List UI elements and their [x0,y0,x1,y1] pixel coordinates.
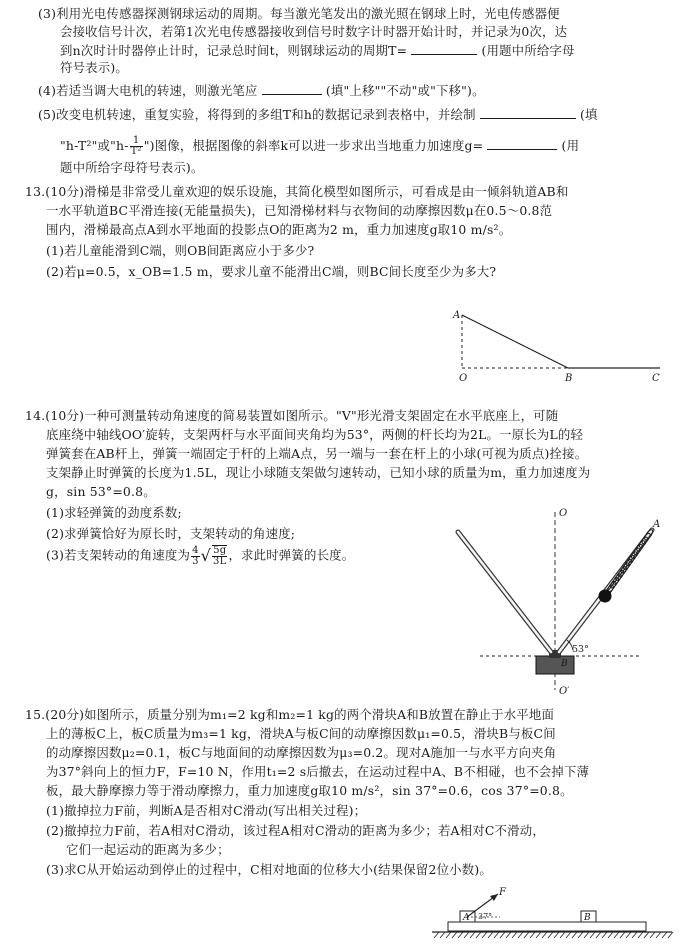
hatch-line [476,932,481,938]
hatch-line [440,932,445,938]
hatch-line [452,932,457,938]
hatch-line [470,932,475,938]
q15-line3: 的动摩擦因数μ₂=0.1，板C与地面间的动摩擦因数为μ₃=0.2。现对A施加一与水平方向夹角 [46,745,557,760]
hatch-line [488,932,493,938]
hatch-line [602,932,607,938]
q13-line2: 一水平轨道BC平滑连接(无能量损失)，已知滑梯材料与衣物间的动摩擦因数μ在0.5～0.8范 [46,203,553,218]
fraction-numerator: 1 [130,136,143,147]
label-b: B [584,913,591,923]
hatch-line [446,932,451,938]
sqrt-sign: √ [200,546,212,565]
label-o: O [559,508,568,519]
q12-part5-gravity-text: ")图像，根据图像的斜率k可以进一步求出当地重力加速度g= [143,138,484,153]
q12-part3-line2: 会接收信号计次，若第1次光电传感器接收到信号时数字计时器开始计时，并记录为0次，达 [60,24,568,39]
q14-sub1: (1)求轻弹簧的劲度系数; [46,505,182,520]
hatch-line [506,932,511,938]
q14-line4: 支架静止时弹簧的长度为1.5L，现让小球随支架做匀速转动，已知小球的质量为m，重力加速度为 [46,465,591,480]
q12-part5-text: (5)改变电机转速，重复实验，将得到的多组T和h的数据记录到表格中，并绘制 [38,107,476,122]
q14-sub3-text: (3)若支架转动的角速度为 [46,547,191,563]
hatch-line [464,932,469,938]
q15-sub2-line1: (2)撤掉拉力F前，若A相对C滑动，该过程A相对C滑动的距离为多少；若A相对C不滑动， [46,823,545,838]
label-b: B [565,373,573,384]
plate-c [448,922,646,931]
label-a: A [653,519,661,530]
hatch-line [584,932,589,938]
q14-line2: 底座绕中轴线OO′旋转，支架两杆与水平面间夹角均为53°，两侧的杆长均为2L。一原长为L的轻 [46,427,584,442]
hatch-line [542,932,547,938]
radicand-numerator: 5g [213,545,227,556]
q12-part3-line4: 符号表示)。 [60,60,128,75]
hatch-line [590,932,595,938]
q12-part5-line3: 题中所给字母符号表示)。 [60,160,204,175]
q13-sub2: (2)若μ=0.5，x_OB=1.5 m，要求儿童不能滑出C端，则BC间长度至少为多大? [46,264,497,279]
hatch-line [548,932,553,938]
hatch-line [530,932,535,938]
q12-part3-hint: (用题中所给字母 [481,43,575,58]
q13-line1: 13.(10分)滑梯是非常受儿童欢迎的娱乐设施，其简化模型如图所示，可看成是由一倾斜轨道AB和 [25,184,569,199]
hatch-line [626,932,631,938]
ground-hatching [434,932,673,938]
label-o: O [459,373,468,384]
q14-line1: 14.(10分)一种可测量转动角速度的简易装置如图所示。"V"形光滑支架固定在水平底座上，可随 [25,408,559,423]
hatch-line [536,932,541,938]
hatch-line [668,932,673,938]
q12-part3-text: 到n次时计时器停止计时，记录总时间t，则钢球运动的周期T= [60,43,408,58]
hatch-line [650,932,655,938]
coef-denominator: 3 [192,555,199,567]
hatch-line [512,932,517,938]
hatch-line [614,932,619,938]
q12-part3-line1: (3)利用光电传感器探测钢球运动的周期。每当激光笔发出的激光照在钢球上时，光电传感器便 [38,6,560,21]
q13-line3: 围内，滑梯最高点A到水平地面的投影点O的距离为2 m，重力加速度g取10 m/s²。 [46,222,512,237]
q15-line5: 板，最大静摩擦力等于滑动摩擦力，重力加速度g取10 m/s²，sin 37°=0.6，cos 37°=0.8。 [46,783,573,798]
force-arrowhead [490,894,498,901]
hatch-line [458,932,463,938]
label-o-prime: O′ [559,686,570,697]
q14-line5: g，sin 53°=0.8。 [46,484,156,499]
q15-line2: 上的薄板C上，板C质量为m₃=1 kg，滑块A与板C间的动摩擦因数μ₁=0.5，滑块B与板C间 [46,726,556,741]
hatch-line [494,932,499,938]
hatch-line [566,932,571,938]
hatch-line [596,932,601,938]
label-b: B [561,659,568,669]
q12-part4-hint: (填"上移""不动"或"下移")。 [325,83,485,98]
hatch-line [578,932,583,938]
label-a: A [463,913,470,923]
hatch-line [620,932,625,938]
q15-sub2-line2: 它们一起运动的距离为多少； [66,842,230,857]
hatch-line [632,932,637,938]
radicand-denominator: 3L [213,556,227,567]
q15-line1: 15.(20分)如图所示，质量分别为m₁=2 kg和m₂=1 kg的两个滑块A和B放置在静止于水平地面 [25,707,555,722]
label-f: F [499,887,506,898]
coef-numerator: 4 [192,544,199,556]
q15-line4: 为37°斜向上的恒力F，F=10 N，作用t₁=2 s后撤去，在运动过程中A、B不相碰，也不会掉下薄 [46,764,590,779]
hatch-line [662,932,667,938]
hatch-line [500,932,505,938]
label-c: C [652,373,660,384]
hatch-line [524,932,529,938]
q12-part5-opt-text: "h-T²"或"h- [60,138,129,153]
fraction-denominator: T² [130,146,142,157]
q12-part5-hint2: (用 [561,138,580,153]
q14-line3: 弹簧套在AB杆上，弹簧一端固定于杆的上端A点，另一端与一套在杆上的小球(可视为质点)拴接。 [46,446,588,461]
q12-part5-hint: (填 [579,107,598,122]
q12-part4-text: (4)若适当调大电机的转速，则激光笔应 [38,83,258,98]
hatch-line [434,932,439,938]
q14-sub2: (2)求弹簧恰好为原长时，支架转动的角速度; [46,526,296,541]
hatch-line [656,932,661,938]
hatch-line [518,932,523,938]
q13-sub1: (1)若儿童能滑到C端，则OB间距离应小于多少? [46,243,315,258]
label-a: A [453,310,461,321]
hatch-line [572,932,577,938]
hatch-line [560,932,565,938]
angle-label: 37° [478,912,493,921]
q15-sub3: (3)求C从开始运动到停止的过程中，C相对地面的位移大小(结果保留2位小数)。 [46,862,492,877]
hatch-line [482,932,487,938]
angle-label: 53° [572,644,589,655]
q15-sub1: (1)撤掉拉力F前，判断A是否相对C滑动(写出相关过程)； [46,803,367,818]
hatch-line [608,932,613,938]
q14-sub3-end: ，求此时弹簧的长度。 [228,547,355,563]
hatch-line [554,932,559,938]
hatch-line [638,932,643,938]
hatch-line [644,932,649,938]
